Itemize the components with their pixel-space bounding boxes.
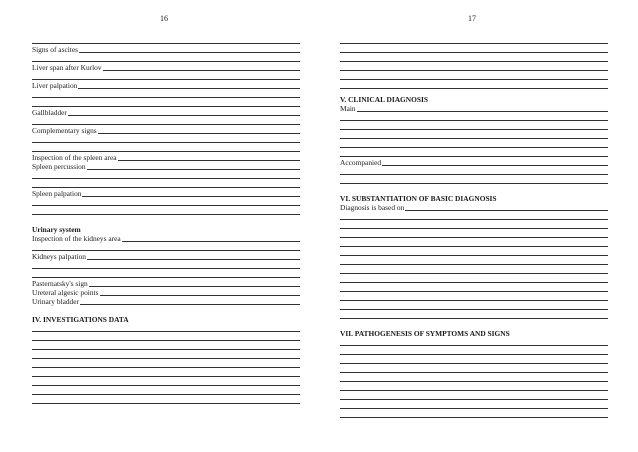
blank-line[interactable] [340, 113, 608, 122]
blank-line[interactable] [340, 63, 608, 72]
blank-line[interactable] [32, 360, 300, 369]
field-label: Accompanied [340, 158, 382, 167]
kidney-inspection-field[interactable] [32, 234, 300, 243]
field-label: Pasternatsky's sign [32, 279, 88, 288]
field-label: Kidneys palpation [32, 252, 86, 261]
field-label: Signs of ascites [32, 45, 78, 54]
blank-line[interactable] [32, 117, 300, 126]
blank-line[interactable] [340, 131, 608, 140]
blank-line[interactable] [340, 81, 608, 90]
right-page [340, 0, 608, 452]
field-label: Inspection of the spleen area [32, 153, 117, 162]
ureteral-points-field[interactable] [32, 288, 300, 297]
field-label: Spleen percussion [32, 162, 86, 171]
blank-line[interactable] [32, 135, 300, 144]
blank-line[interactable] [340, 392, 608, 401]
pasternatsky-sign-field[interactable] [32, 279, 300, 288]
blank-line[interactable] [32, 270, 300, 279]
blank-line[interactable] [340, 356, 608, 365]
blank-line[interactable] [340, 72, 608, 81]
blank-line[interactable] [340, 374, 608, 383]
blank-line[interactable] [340, 230, 608, 239]
main-diagnosis-field[interactable] [340, 104, 608, 113]
blank-line[interactable] [340, 401, 608, 410]
gallbladder-field[interactable] [32, 108, 300, 117]
blank-line[interactable] [340, 302, 608, 311]
blank-line[interactable] [340, 257, 608, 266]
blank-line[interactable] [340, 149, 608, 158]
blank-line[interactable] [340, 239, 608, 248]
field-label: Gallbladder [32, 108, 67, 117]
blank-line[interactable] [340, 221, 608, 230]
urinary-bladder-field[interactable] [32, 297, 300, 306]
blank-line[interactable] [340, 248, 608, 257]
blank-line[interactable] [32, 324, 300, 333]
blank-line[interactable] [32, 144, 300, 153]
left-page-form [32, 36, 300, 405]
complementary-signs-field[interactable] [32, 126, 300, 135]
blank-line[interactable] [340, 122, 608, 131]
field-label: Liver span after Kurlov [32, 63, 102, 72]
blank-line[interactable] [340, 338, 608, 347]
field-label: Ureteral algesic points [32, 288, 99, 297]
blank-line[interactable] [340, 365, 608, 374]
blank-line[interactable] [340, 212, 608, 221]
blank-line[interactable] [340, 140, 608, 149]
field-label: Complementary signs [32, 126, 97, 135]
page-number: 17 [468, 14, 476, 23]
blank-line[interactable] [340, 266, 608, 275]
blank-line[interactable] [340, 284, 608, 293]
clinical-diagnosis-heading: V. CLINICAL DIAGNOSIS [340, 95, 428, 104]
blank-line[interactable] [340, 347, 608, 356]
blank-line[interactable] [340, 54, 608, 63]
blank-line[interactable] [32, 36, 300, 45]
blank-line[interactable] [340, 167, 608, 176]
blank-line[interactable] [32, 351, 300, 360]
blank-line[interactable] [32, 72, 300, 81]
pathogenesis-heading: VII. PATHOGENESIS OF SYMPTOMS AND SIGNS [340, 329, 510, 338]
field-label: Spleen palpation [32, 189, 82, 198]
blank-line[interactable] [340, 383, 608, 392]
field-label: Main [340, 104, 356, 113]
field-label: Urinary bladder [32, 297, 79, 306]
blank-line[interactable] [32, 342, 300, 351]
blank-line[interactable] [32, 261, 300, 270]
blank-line[interactable] [32, 369, 300, 378]
blank-line[interactable] [340, 275, 608, 284]
blank-line[interactable] [32, 54, 300, 63]
liver-palpation-field[interactable] [32, 81, 300, 90]
blank-line[interactable] [32, 207, 300, 216]
blank-line[interactable] [32, 387, 300, 396]
blank-line[interactable] [340, 45, 608, 54]
blank-line[interactable] [340, 410, 608, 419]
blank-line[interactable] [340, 36, 608, 45]
diagnosis-based-on-field[interactable] [340, 203, 608, 212]
blank-line[interactable] [32, 396, 300, 405]
field-label: Diagnosis is based on [340, 203, 405, 212]
blank-line[interactable] [32, 243, 300, 252]
blank-line[interactable] [340, 293, 608, 302]
blank-line[interactable] [32, 378, 300, 387]
blank-line[interactable] [340, 311, 608, 320]
left-page [32, 0, 300, 452]
blank-line[interactable] [32, 198, 300, 207]
investigations-heading: IV. INVESTIGATIONS DATA [32, 315, 129, 324]
accompanied-field[interactable] [340, 158, 608, 167]
blank-line[interactable] [340, 176, 608, 185]
page-number: 16 [160, 14, 168, 23]
kidney-palpation-field[interactable] [32, 252, 300, 261]
spleen-palpation-field[interactable] [32, 189, 300, 198]
field-label: Inspection of the kidneys area [32, 234, 121, 243]
ascites-field[interactable] [32, 45, 300, 54]
spleen-percussion-field[interactable] [32, 162, 300, 171]
blank-line[interactable] [32, 99, 300, 108]
blank-line[interactable] [32, 90, 300, 99]
blank-line[interactable] [32, 171, 300, 180]
spleen-inspection-field[interactable] [32, 153, 300, 162]
substantiation-heading: VI. SUBSTANTIATION OF BASIC DIAGNOSIS [340, 194, 497, 203]
urinary-system-heading: Urinary system [32, 225, 81, 234]
blank-line[interactable] [32, 333, 300, 342]
right-page-form [340, 36, 608, 419]
field-label: Liver palpation [32, 81, 78, 90]
liver-span-field[interactable] [32, 63, 300, 72]
blank-line[interactable] [32, 180, 300, 189]
